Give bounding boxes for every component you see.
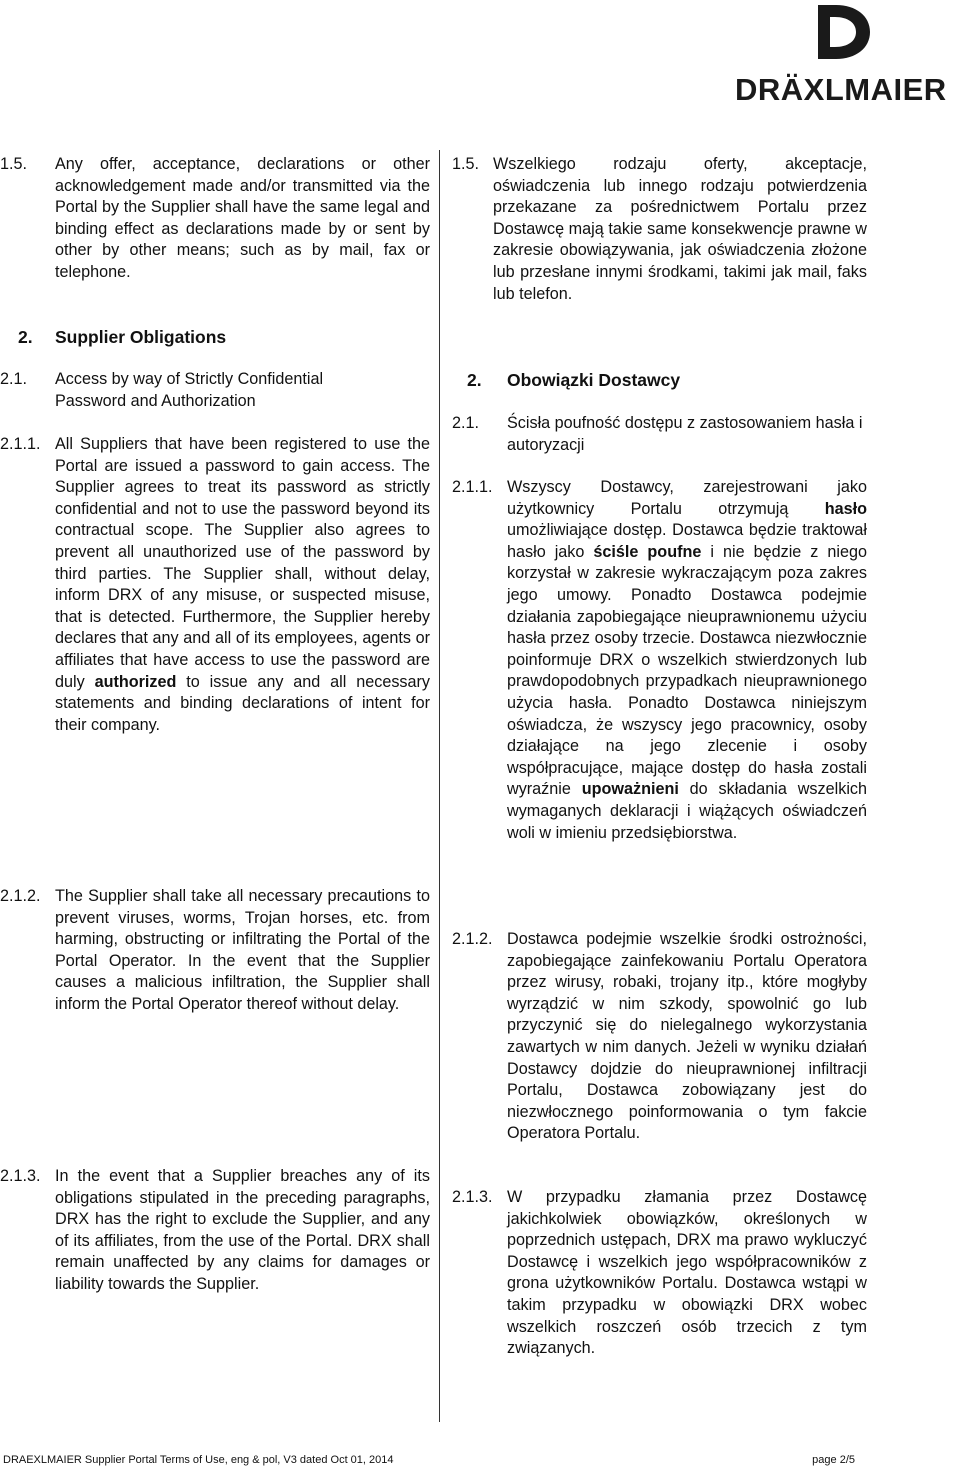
en-2-1-1-bold-authorized: authorized [94,672,177,691]
en-section-2-1-2-text: The Supplier shall take all necessary precautions to prevent viruses, worms, Trojan horses, etc. from harming, obstructing or infiltrating the Portal of the Portal Operator. In the event that the Supplier causes a malicious infiltration, the Supplier shall inform the Portal Operator thereof without delay. [55,887,430,1013]
en-section-2-number: 2. [18,327,33,347]
en-section-2-1-number: 2.1. [0,370,28,388]
en-2-1-1-part-a: All Suppliers that have been registered to use the Portal are issued a password to gain access. The Supplier agrees to treat its password as strictly confidential and not to use the password beyond its contractual scope. The Supplier also agrees to prevent all unauthorized use of the password by third parties. The Supplier shall, without delay, inform DRX of any misuse, or suspected misuse, that is detected. Furthermore, the Supplier hereby declares that any and all of its employees, agents or affiliates that have access to use the password are duly [55,435,430,691]
en-section-1-5-text: Any offer, acceptance, declarations or other acknowledgement made and/or transmitted via the Portal by the Supplier shall have the same legal and binding effect as declarations made by or sent by other by other means; such as by mail, fax or telephone. [55,155,430,281]
footer-page-number: page 2/5 [812,1454,855,1466]
pl-2-1-1-bold-upowaznieni: upoważnieni [581,780,679,799]
pl-section-2-1-1-number: 2.1.1. [452,478,493,496]
en-section-2-1-3-text: In the event that a Supplier breaches any of its obligations stipulated in the preceding paragraphs, DRX has the right to exclude the Supplier, and any of its affiliates, from the use of the Portal. DRX shall remain unaffected by any claims for damages or liability towards the Supplier. [55,1167,430,1293]
en-section-2-1-1-text [55,434,430,736]
pl-2-1-1-bold-scisle-poufne: ściśle poufne [593,542,702,561]
pl-section-1-5-number: 1.5. [452,155,480,173]
pl-section-2-1-number: 2.1. [452,414,480,432]
pl-section-2-title: Obowiązki Dostawcy [507,370,681,390]
pl-2-1-1-part-4: do składania wszelkich wymaganych deklaracji i wiążących oświadczeń woli w imieniu przedsiębiorstwa. [507,780,868,842]
pl-section-2-1-3-text: W przypadku złamania przez Dostawcę jakichkolwiek obowiązków, określonych w poprzednich ustępach, DRX ma prawo wykluczyć Dostawcę i wszelkich jego współpracowników z grona użytkowników Portalu. Dostawca wstąpi w takim przypadku w obowiązki DRX wobec wszelkich roszczeń osób trzecich z tym związanych. [507,1188,867,1358]
en-section-2-1-3-number: 2.1.3. [0,1167,41,1185]
pl-2-1-1-part-1: Wszyscy Dostawcy, zarejestrowani jako użytkownicy Portalu otrzymują [507,478,867,518]
en-section-2-1-title: Access by way of Strictly Confidential Password and Authorization [55,370,324,410]
pl-section-2-1-3-number: 2.1.3. [452,1188,493,1206]
en-section-2-1-1-number: 2.1.1. [0,435,41,453]
pl-2-1-1-part-2: umożliwiające dostęp. Dostawca będzie traktował hasło jako [507,521,867,561]
pl-section-2-1-1-text [507,477,867,844]
column-divider [439,150,440,1422]
logo-wordmark: DRÄXLMAIER [735,72,947,107]
pl-section-2-number: 2. [467,370,482,390]
pl-section-2-1-title: Ścisła poufność dostępu z zastosowaniem hasła i autoryzacji [507,414,863,454]
pl-section-2-1-2-text: Dostawca podejmie wszelkie środki ostrożności, zapobiegające zainfekowaniu Portalu Operatora przez wirusy, robaki, trojany itp., które mogłyby wyrządzić w nim szkody, spowolnić go lub przyczynić się do nielegalnego wykorzystania zawartych w nim danych. Jeżeli w wyniku działań Dostawcy dojdzie do nieuprawnionej infiltracji Portalu, Dostawca zobowiązany jest do niezwłocznego poinformowania o tym fakcie Operatora Portalu. [507,930,867,1143]
en-section-2-1-2-number: 2.1.2. [0,887,41,905]
en-2-1-1-part-b: to issue any and all necessary statements and binding declarations of intent for their company. [55,672,430,734]
en-section-2-title: Supplier Obligations [55,327,227,347]
pl-2-1-1-part-3: i nie będzie z niego korzystał w zakresie wykraczającym poza zakres jego umowy. Ponadto Dostawca podejmie działania zapobiegające nieuprawnionemu użyciu hasła przez osoby trzecie. Dostawca niezwłocznie poinformuje DRX o wszelkich stwierdzonych lub prawdopodobnych przypadkach nieuprawnionego użycia hasła. Ponadto Dostawca niniejszym oświadcza, że wszyscy jego pracownicy, osoby działające na jego zlecenie i osoby współpracujące, mające dostęp do hasła zostali wyraźnie [507,542,868,799]
pl-section-2-1-2-number: 2.1.2. [452,930,493,948]
footer-document-info: DRAEXLMAIER Supplier Portal Terms of Use, eng & pol, V3 dated Oct 01, 2014 [3,1454,394,1466]
en-section-1-5-number: 1.5. [0,155,28,173]
pl-2-1-1-bold-haslo: hasło [824,499,867,518]
pl-section-1-5-text: Wszelkiego rodzaju oferty, akceptacje, oświadczenia lub innego rodzaju potwierdzenia przekazane za pośrednictwem Portalu przez Dostawcę mają takie same konsekwencje prawne w zakresie obowiązywania, jak oświadczenia złożone lub przesłane innymi środkami, takimi jak mail, faks lub telefon. [493,155,867,303]
logo-d-mark [818,5,870,59]
